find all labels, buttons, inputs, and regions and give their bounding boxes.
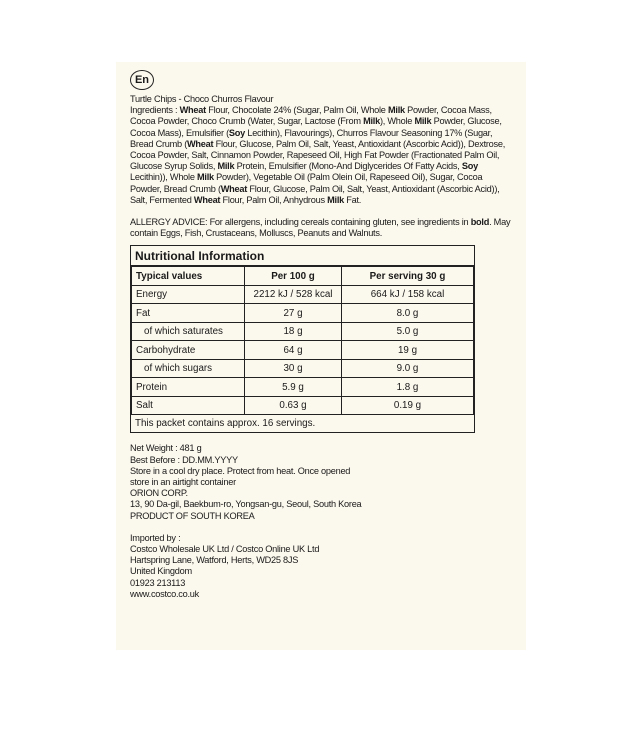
nutrient-name: Salt xyxy=(132,396,245,415)
value-per-100g: 64 g xyxy=(245,341,342,360)
ingredients-segment: Soy xyxy=(228,127,246,138)
ingredients-segment: Powder, Glucose, Cocoa Mass), Emulsifier ( xyxy=(130,116,502,138)
ingredients-segment: Milk xyxy=(327,194,344,205)
ingredients-segment: Wheat xyxy=(187,138,214,149)
nutrition-row xyxy=(132,359,474,378)
nutrient-name: of which saturates xyxy=(132,322,245,341)
value-per-serving: 9.0 g xyxy=(342,359,474,378)
value-per-serving: 5.0 g xyxy=(342,322,474,341)
nutrition-row xyxy=(132,378,474,397)
nutrition-header-row xyxy=(132,267,474,286)
best-before: Best Before : DD.MM.YYYY xyxy=(130,454,238,465)
ingredients-segment: Wheat xyxy=(193,194,221,205)
value-per-serving: 19 g xyxy=(342,341,474,360)
nutrient-name: Carbohydrate xyxy=(132,341,245,360)
imported-by-label: Imported by : xyxy=(130,532,181,543)
ingredients-segment: Ingredients : xyxy=(130,105,180,116)
nutrient-name: Fat xyxy=(132,304,245,323)
ingredients-text xyxy=(130,105,512,206)
language-badge: En xyxy=(130,70,154,90)
allergy-segment: . May contain Eggs, Fish, Crustaceans, Molluscs, Peanuts and Walnuts. xyxy=(130,217,511,239)
value-per-100g: 27 g xyxy=(245,304,342,323)
nutrient-name: Protein xyxy=(132,378,245,397)
importer-country: United Kingdom xyxy=(130,566,192,577)
value-per-100g: 2212 kJ / 528 kcal xyxy=(245,285,342,304)
ingredients-segment: Lecithin), Flavourings), Churros Flavour Seasoning 17% (Sugar, Bread Crumb ( xyxy=(130,127,493,149)
importer-website: www.costco.co.uk xyxy=(130,588,200,599)
storage-instructions: Store in a cool dry place. Protect from heat. Once opened store in an airtight container xyxy=(130,465,351,488)
importer-address: Hartspring Lane, Watford, Herts, WD25 8JS xyxy=(130,555,299,566)
nutrition-row xyxy=(132,322,474,341)
food-label-panel xyxy=(116,62,526,650)
allergy-advice xyxy=(130,217,512,239)
ingredients-segment: Flour, Chocolate 24% (Sugar, Palm Oil, Whole xyxy=(205,105,388,116)
nutrition-title: Nutritional Information xyxy=(131,246,474,266)
ingredients-segment: Milk xyxy=(217,161,235,172)
ingredients-segment: Milk xyxy=(387,105,405,116)
ingredients-segment: Wheat xyxy=(179,105,206,116)
ingredients-segment: Fat. xyxy=(343,194,362,205)
product-name: Turtle Chips - Choco Churros Flavour xyxy=(130,94,274,104)
value-per-serving: 1.8 g xyxy=(342,378,474,397)
ingredients-segment: Lecithin)), Whole xyxy=(130,172,197,183)
label-content xyxy=(130,70,512,600)
allergy-segment: bold xyxy=(470,217,490,228)
importer-name: Costco Wholesale UK Ltd / Costco Online UK Ltd xyxy=(130,544,320,555)
ingredients-segment: Milk xyxy=(197,172,214,183)
ingredients-segment: Wheat xyxy=(220,183,248,194)
net-weight: Net Weight : 481 g xyxy=(130,443,202,454)
value-per-100g: 30 g xyxy=(245,359,342,378)
country-of-origin: PRODUCT OF SOUTH KOREA xyxy=(130,510,255,521)
ingredients-segment: Soy xyxy=(461,161,478,172)
nutrition-row xyxy=(132,304,474,323)
ingredients-segment: Milk xyxy=(414,116,432,127)
value-per-100g: 0.63 g xyxy=(245,396,342,415)
nutrition-grid xyxy=(131,266,474,415)
ingredients-segment: ), Whole xyxy=(379,116,415,127)
value-per-serving: 0.19 g xyxy=(342,396,474,415)
nutrition-row xyxy=(132,341,474,360)
value-per-100g: 18 g xyxy=(245,322,342,341)
nutrition-row xyxy=(132,396,474,415)
header-per-serving: Per serving 30 g xyxy=(342,267,474,286)
header-typical-values: Typical values xyxy=(132,267,245,286)
manufacturer: ORION CORP. xyxy=(130,488,188,499)
ingredients-segment: Flour, Glucose, Palm Oil, Salt, Yeast, Antioxidant (Ascorbic Acid)), Dextrose, Cocoa Powder, Salt, Cinnamon Powder, Rapeseed Oil, High Fat Powder (Fractionated Palm Oil, Glucose Syrup Solids, xyxy=(130,138,506,172)
nutrition-table xyxy=(130,245,475,433)
header-per-100g: Per 100 g xyxy=(245,267,342,286)
allergy-segment: ALLERGY ADVICE: For allergens, including cereals containing gluten, see ingredients in xyxy=(130,217,471,228)
ingredients-segment: Powder, Cocoa Mass, Cocoa Powder, Choco Crumb (Water, Sugar, Lactose (From xyxy=(130,105,492,127)
value-per-serving: 664 kJ / 158 kcal xyxy=(342,285,474,304)
ingredients-segment: Milk xyxy=(363,116,380,127)
nutrient-name: of which sugars xyxy=(132,359,245,378)
ingredients-segment: Flour, Palm Oil, Anhydrous xyxy=(220,194,328,205)
ingredients-segment: Powder), Vegetable Oil (Palm Olein Oil, Rapeseed Oil), Sugar, Cocoa Powder, Bread Crumb ( xyxy=(130,172,483,194)
value-per-100g: 5.9 g xyxy=(245,378,342,397)
manufacturer-address: 13, 90 Da-gil, Baekbum-ro, Yongsan-gu, Seoul, South Korea xyxy=(130,499,362,510)
servings-note: This packet contains approx. 16 servings. xyxy=(135,418,316,430)
ingredients-segment: Protein, Emulsifier (Mono-And Diglycerides Of Fatty Acids, xyxy=(234,161,462,172)
importer-phone: 01923 213113 xyxy=(130,577,186,588)
ingredients-segment: Flour, Glucose, Palm Oil, Salt, Yeast, Antioxidant (Ascorbic Acid)), Salt, Fermented xyxy=(130,183,500,205)
nutrition-row xyxy=(132,285,474,304)
value-per-serving: 8.0 g xyxy=(342,304,474,323)
nutrient-name: Energy xyxy=(132,285,245,304)
